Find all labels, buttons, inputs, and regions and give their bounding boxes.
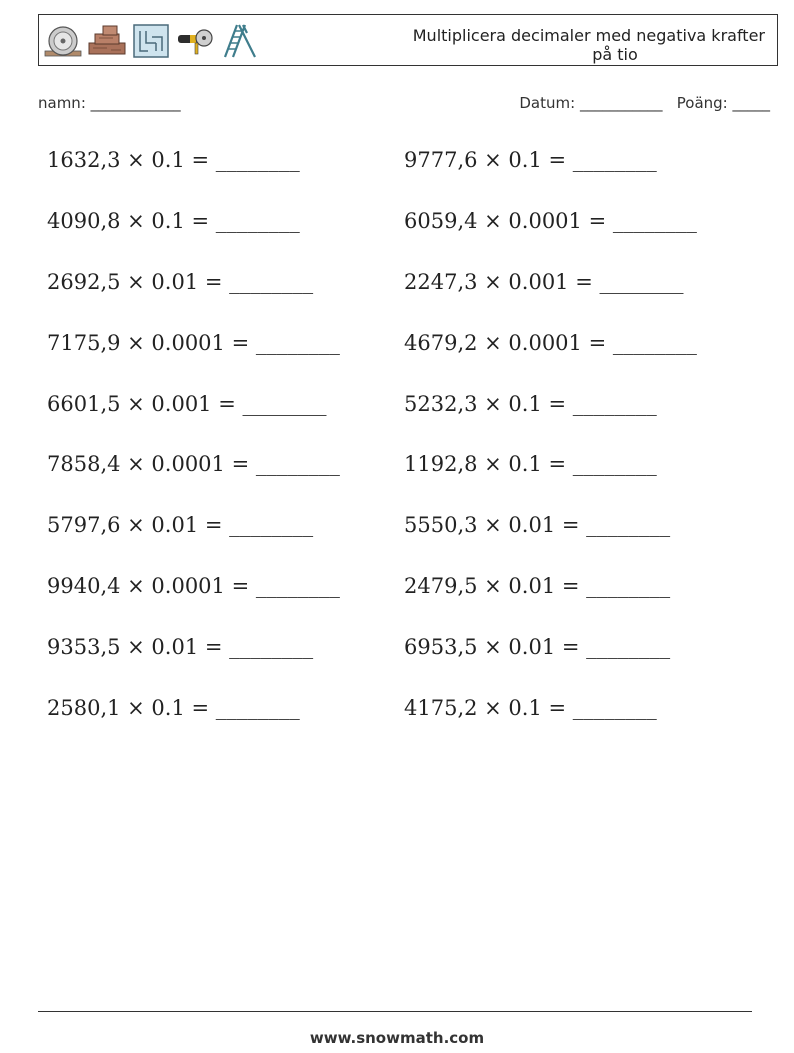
score-field: Poäng: _____ (676, 94, 770, 112)
angle-grinder-icon (175, 23, 215, 59)
ladder-icon (219, 23, 259, 59)
problem-row (47, 574, 767, 635)
problem-item: 5550,3 × 0.01 = ________ (404, 513, 671, 538)
problem-item: 7175,9 × 0.0001 = ________ (47, 330, 340, 355)
problem-row (47, 696, 767, 757)
problem-item: 5797,6 × 0.01 = ________ (47, 513, 314, 538)
footer-site-link[interactable]: www.snowmath.com (309, 1029, 485, 1047)
problem-item: 9940,4 × 0.0001 = ________ (47, 574, 340, 599)
problem-item: 6601,5 × 0.001 = ________ (47, 391, 327, 416)
problem-row (47, 331, 767, 392)
problem-row (47, 452, 767, 513)
problem-item: 2580,1 × 0.1 = ________ (47, 696, 300, 721)
problem-item: 4679,2 × 0.0001 = ________ (404, 330, 697, 355)
problem-item: 5232,3 × 0.1 = ________ (404, 391, 657, 416)
problem-item: 6059,4 × 0.0001 = ________ (404, 208, 697, 233)
problem-item: 2479,5 × 0.01 = ________ (404, 574, 671, 599)
problem-item: 1632,3 × 0.1 = ________ (47, 148, 300, 172)
title-line-1: Multiplicera decimaler med negativa krafter (412, 26, 765, 45)
date-score-fields (519, 94, 770, 112)
problem-item: 2692,5 × 0.01 = ________ (47, 269, 314, 294)
problem-row (47, 209, 767, 270)
wood-planks-icon (87, 23, 127, 59)
problem-row (47, 148, 767, 209)
name-field: namn: ____________ (38, 94, 181, 112)
problem-item: 7858,4 × 0.0001 = ________ (47, 452, 340, 477)
header-icons (43, 23, 259, 59)
problem-item: 6953,5 × 0.01 = ________ (404, 635, 671, 660)
problem-item: 9777,6 × 0.1 = ________ (404, 148, 657, 172)
problem-grid (47, 148, 767, 757)
worksheet-header (38, 14, 778, 66)
saw-blade-icon (43, 23, 83, 59)
worksheet-title (385, 26, 765, 64)
title-line-2: på tio (592, 45, 638, 64)
problem-row (47, 635, 767, 696)
problem-item: 9353,5 × 0.01 = ________ (47, 635, 314, 660)
footer-divider (38, 1011, 752, 1012)
maze-icon (131, 23, 171, 59)
problem-item: 1192,8 × 0.1 = ________ (404, 452, 657, 477)
problem-item: 2247,3 × 0.001 = ________ (404, 269, 684, 294)
problem-row (47, 513, 767, 574)
date-field: Datum: ___________ (519, 94, 663, 112)
problem-item: 4090,8 × 0.1 = ________ (47, 208, 300, 233)
problem-item: 4175,2 × 0.1 = ________ (404, 696, 657, 721)
problem-row (47, 392, 767, 453)
problem-row (47, 270, 767, 331)
